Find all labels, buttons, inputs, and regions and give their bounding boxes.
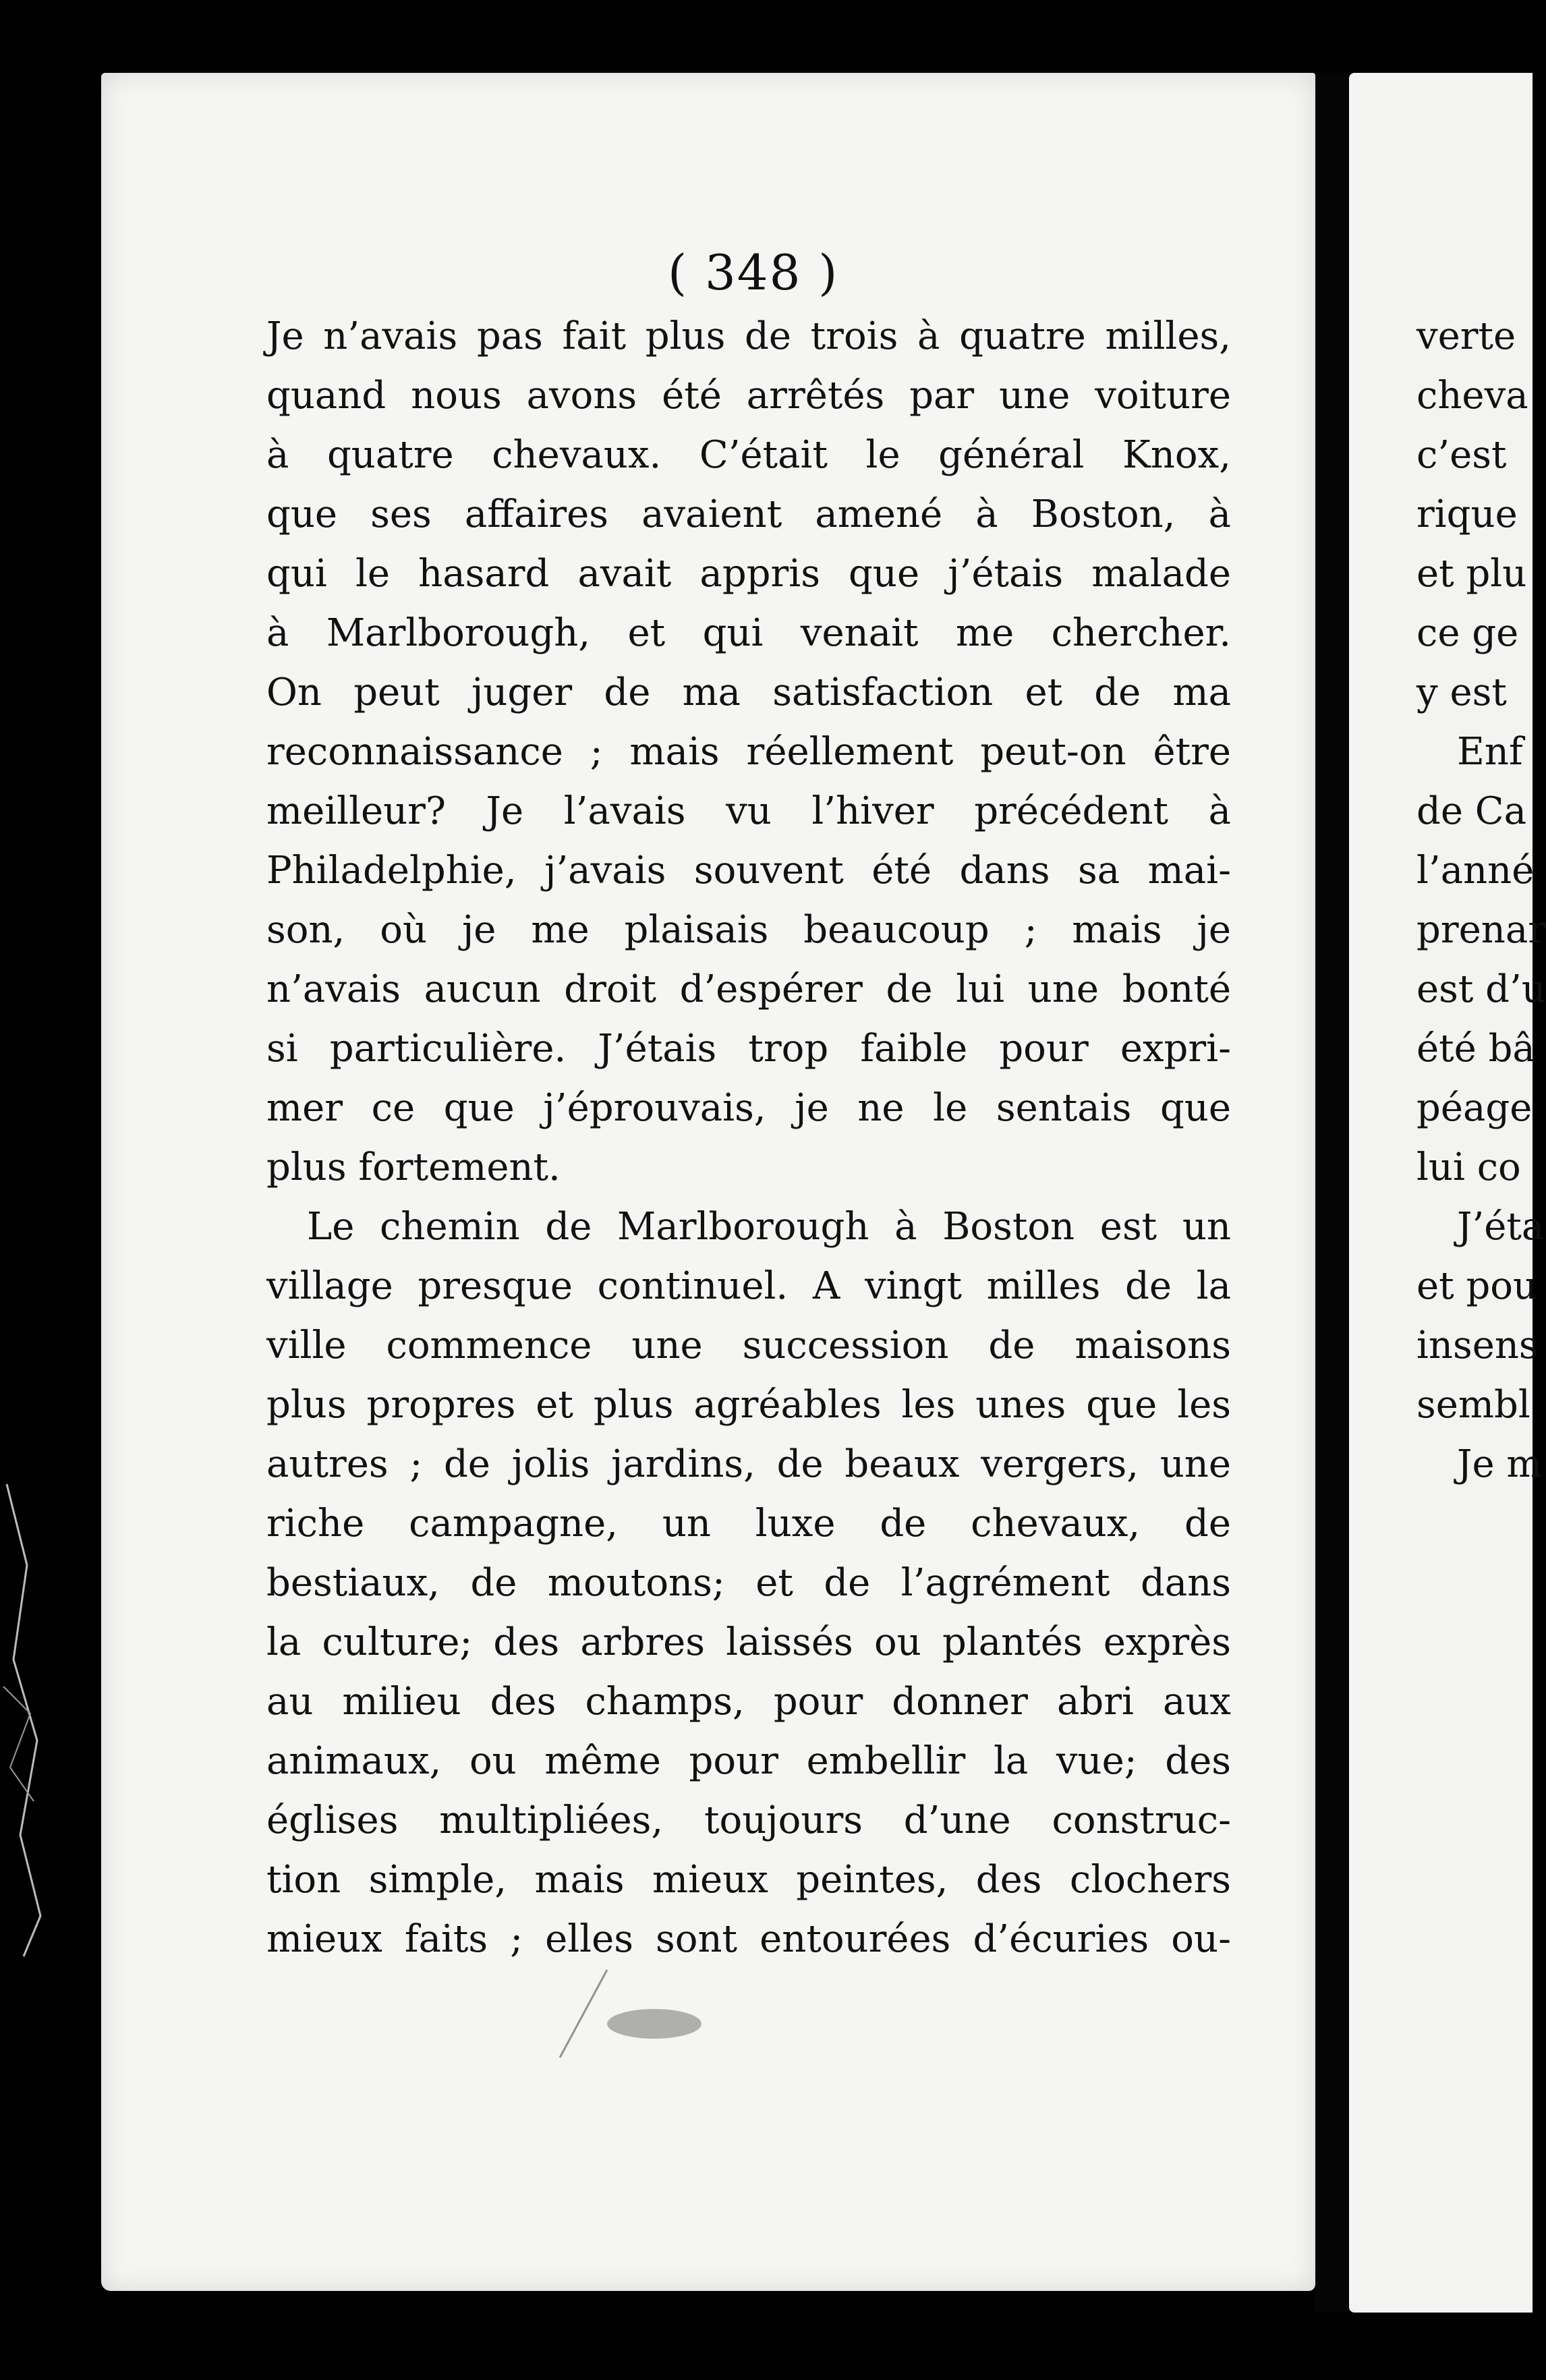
text-line: son, où je me plaisais beaucoup ; mais je xyxy=(266,908,1231,952)
text-line: Le chemin de Marlborough à Boston est un xyxy=(307,1205,1231,1249)
text-line: animaux, ou même pour embellir la vue; des xyxy=(266,1739,1231,1783)
text-line: Je n’avais pas fait plus de trois à quatre milles, xyxy=(266,314,1231,358)
text-line: églises multipliées, toujours d’une construc- xyxy=(266,1798,1231,1842)
facing-text-fragment: été bâ xyxy=(1416,1027,1535,1071)
torn-paper-edge xyxy=(0,1484,47,1956)
facing-text-fragment: insens xyxy=(1416,1324,1539,1367)
text-line: à quatre chevaux. C’était le général Knox, xyxy=(266,433,1231,477)
facing-text-fragment: sembl xyxy=(1416,1383,1530,1427)
text-line: ville commence une succession de maisons xyxy=(266,1324,1231,1367)
facing-text-fragment: ce ge xyxy=(1416,611,1519,655)
text-line: tion simple, mais mieux peintes, des clochers xyxy=(266,1858,1231,1902)
text-line: bestiaux, de moutons; et de l’agrément dans xyxy=(266,1561,1231,1605)
facing-page-text xyxy=(1416,307,1546,1494)
facing-text-fragment: y est xyxy=(1416,671,1507,714)
facing-text-fragment: Enf xyxy=(1457,730,1523,774)
text-line: Philadelphie, j’avais souvent été dans sa mai- xyxy=(266,849,1231,893)
page-text xyxy=(266,307,1231,1969)
facing-text-fragment: prenar xyxy=(1416,908,1546,952)
text-line: mer ce que j’éprouvais, je ne le sentais que xyxy=(266,1086,1231,1130)
text-line: qui le hasard avait appris que j’étais malade xyxy=(266,552,1231,596)
facing-text-fragment: rique xyxy=(1416,492,1518,536)
text-line: si particulière. J’étais trop faible pour expri- xyxy=(266,1027,1231,1071)
text-line: plus fortement. xyxy=(266,1145,561,1189)
book-gutter xyxy=(1315,73,1349,2313)
facing-text-fragment: de Ca xyxy=(1416,789,1527,833)
text-line: village presque continuel. A vingt milles de la xyxy=(266,1264,1231,1308)
ink-smudge xyxy=(600,1997,708,2051)
facing-text-fragment: et plu xyxy=(1416,552,1527,596)
facing-text-fragment: lui co xyxy=(1416,1145,1521,1189)
facing-text-fragment: Je m xyxy=(1457,1442,1543,1486)
text-line: mieux faits ; elles sont entourées d’écuries ou- xyxy=(266,1917,1231,1961)
text-line: quand nous avons été arrêtés par une voiture xyxy=(266,374,1231,418)
text-line: au milieu des champs, pour donner abri aux xyxy=(266,1680,1231,1724)
facing-text-fragment: péage xyxy=(1416,1086,1533,1130)
text-line: meilleur? Je l’avais vu l’hiver précédent à xyxy=(266,789,1231,833)
text-line: la culture; des arbres laissés ou plantés exprès xyxy=(266,1620,1231,1664)
facing-text-fragment: et pou xyxy=(1416,1264,1538,1308)
page-number: ( 348 ) xyxy=(668,244,839,301)
text-line: à Marlborough, et qui venait me chercher. xyxy=(266,611,1231,655)
text-line: autres ; de jolis jardins, de beaux vergers, une xyxy=(266,1442,1231,1486)
text-line: n’avais aucun droit d’espérer de lui une bonté xyxy=(266,967,1231,1011)
facing-text-fragment: J’éta xyxy=(1457,1205,1545,1249)
facing-text-fragment: est d’u xyxy=(1416,967,1546,1011)
facing-text-fragment: c’est xyxy=(1416,433,1507,477)
facing-text-fragment: cheva xyxy=(1416,374,1528,418)
text-line: reconnaissance ; mais réellement peut-on être xyxy=(266,730,1231,774)
text-line: riche campagne, un luxe de chevaux, de xyxy=(266,1502,1231,1546)
text-line: On peut juger de ma satisfaction et de ma xyxy=(266,671,1231,714)
text-line: que ses affaires avaient amené à Boston, à xyxy=(266,492,1231,536)
text-line: plus propres et plus agréables les unes que les xyxy=(266,1383,1231,1427)
facing-text-fragment: l’anné xyxy=(1416,849,1535,893)
facing-text-fragment: verte xyxy=(1416,314,1516,358)
